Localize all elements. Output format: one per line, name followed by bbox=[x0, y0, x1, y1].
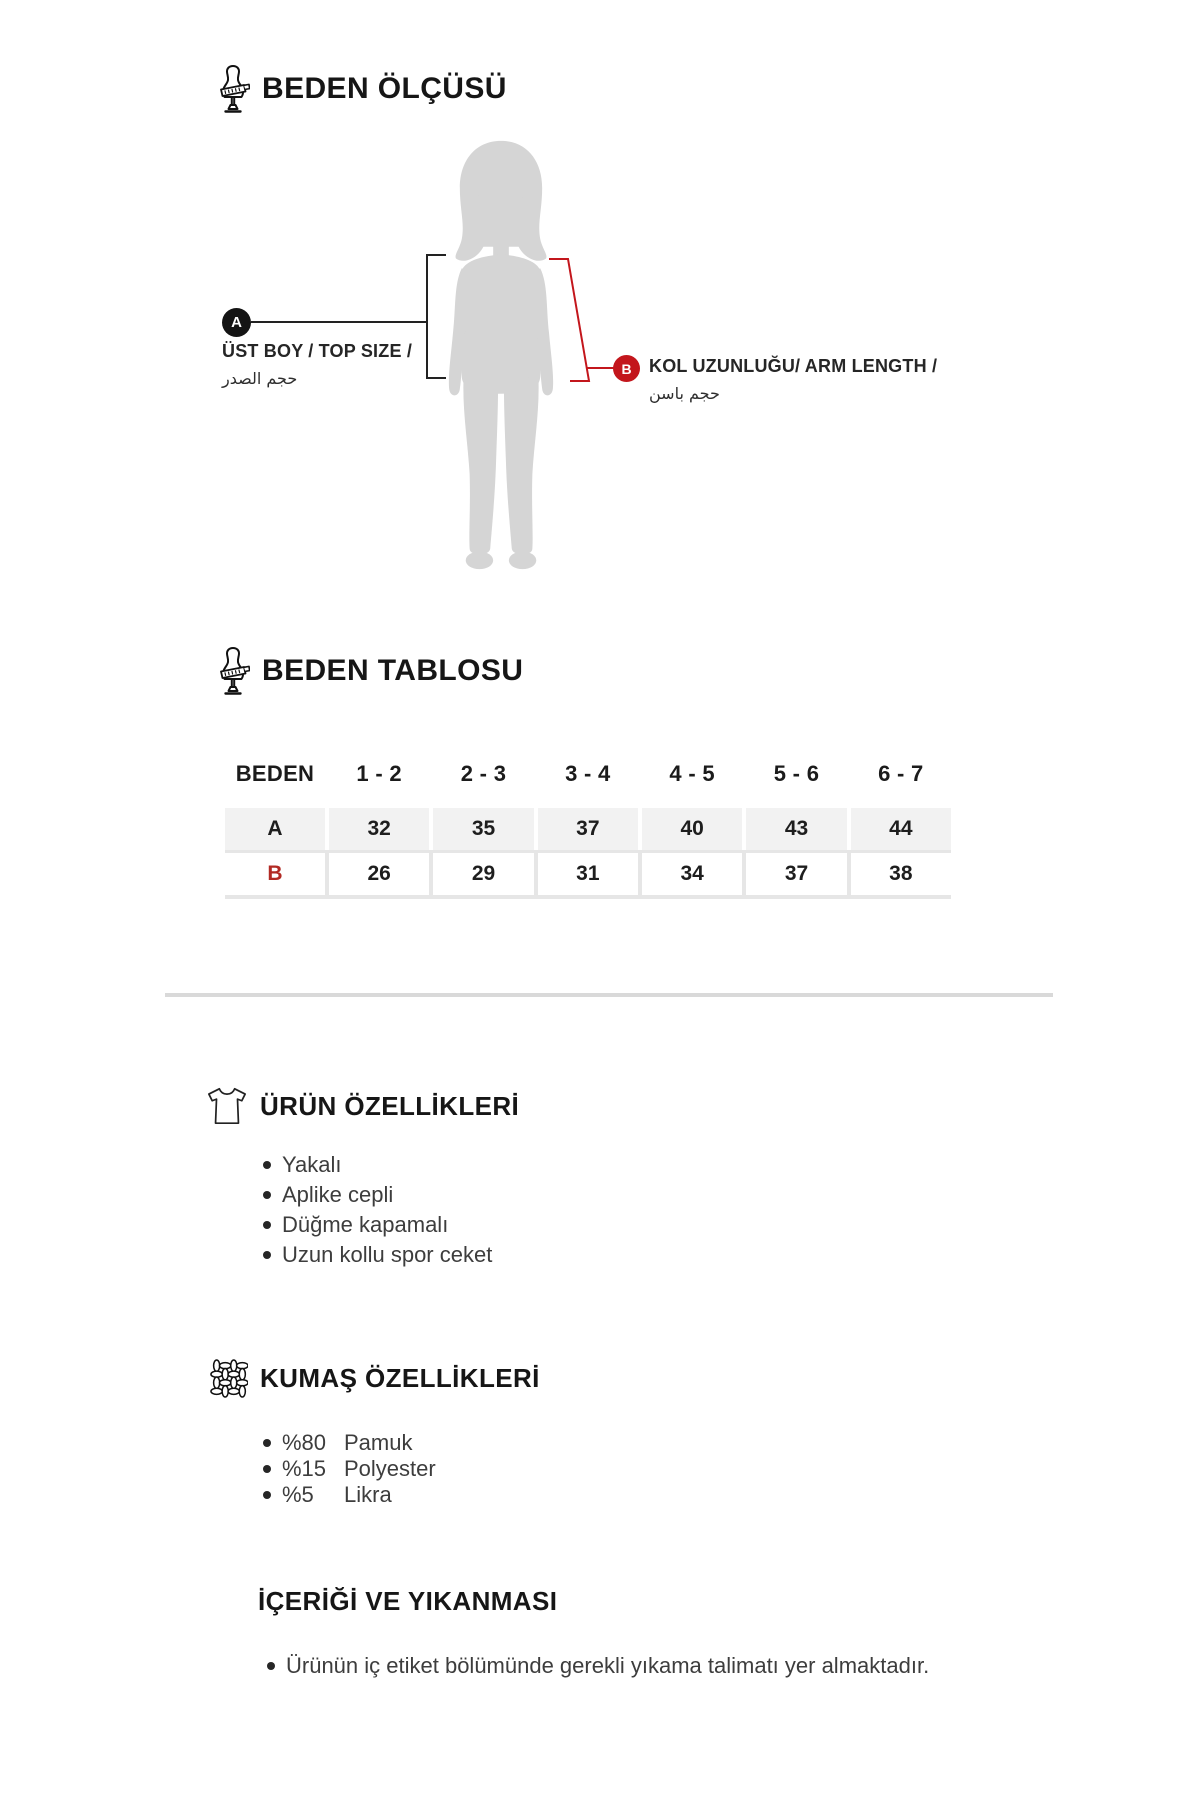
size-table-row-label: B bbox=[225, 853, 325, 895]
care-item: Ürünün iç etiket bölümünde gerekli yıkama talimatı yer almaktadır. bbox=[262, 1650, 934, 1682]
dress-form-icon bbox=[216, 645, 250, 697]
size-table-header-cell: 6 - 7 bbox=[878, 761, 924, 786]
fabric-feature-item bbox=[258, 1482, 436, 1508]
fabric-feature-item bbox=[258, 1456, 436, 1482]
care-list bbox=[262, 1650, 934, 1682]
size-table-header-cell: 2 - 3 bbox=[460, 761, 507, 786]
fabric-weave-icon bbox=[210, 1356, 248, 1400]
marker-a-label: ÜST BOY / TOP SIZE / bbox=[222, 341, 413, 361]
marker-a-badge bbox=[222, 308, 251, 337]
marker-b-label-arabic: حجم باسن bbox=[649, 384, 720, 403]
size-table-cell: 34 bbox=[642, 853, 742, 895]
size-table-row-a bbox=[225, 808, 951, 850]
section-fabric-features-header bbox=[210, 1356, 540, 1400]
size-table-header-cell: 3 - 4 bbox=[565, 761, 611, 786]
size-table-bottom-border bbox=[225, 895, 951, 899]
product-features-title: ÜRÜN ÖZELLİKLERİ bbox=[260, 1090, 520, 1121]
size-table-cell: 43 bbox=[746, 808, 846, 850]
section-size-measure-header bbox=[216, 63, 507, 115]
size-table-header-row bbox=[225, 761, 951, 787]
product-features-list bbox=[258, 1150, 492, 1270]
fabric-feature-item bbox=[258, 1430, 436, 1456]
section-size-table-header bbox=[216, 645, 523, 697]
fabric-percentage: %15 bbox=[282, 1456, 327, 1481]
size-table-title: BEDEN TABLOSU bbox=[262, 654, 524, 687]
care-title: İÇERİĞİ VE YIKANMASI bbox=[258, 1586, 558, 1616]
section-product-features-header bbox=[206, 1086, 519, 1126]
size-table-header-cell: 5 - 6 bbox=[773, 761, 820, 786]
fabric-features-title: KUMAŞ ÖZELLİKLERİ bbox=[260, 1362, 540, 1393]
marker-b-letter: B bbox=[621, 360, 632, 377]
size-table-cell: 35 bbox=[433, 808, 533, 850]
size-table-cell: 40 bbox=[642, 808, 742, 850]
marker-b-badge bbox=[613, 355, 640, 382]
size-table-cell: 44 bbox=[851, 808, 951, 850]
marker-a-letter: A bbox=[231, 314, 242, 331]
size-table-spacer bbox=[225, 787, 951, 808]
marker-b-label-block bbox=[649, 356, 937, 403]
fabric-percentage: %80 bbox=[282, 1430, 327, 1455]
product-feature-item: Aplike cepli bbox=[258, 1180, 492, 1210]
size-table-row-b bbox=[225, 853, 951, 895]
tshirt-icon bbox=[206, 1086, 248, 1126]
marker-b-label: KOL UZUNLUĞU/ ARM LENGTH / bbox=[649, 356, 938, 376]
size-table-cell: 31 bbox=[538, 853, 638, 895]
size-table-header-cell: 1 - 2 bbox=[356, 761, 402, 786]
fabric-name: Polyester bbox=[344, 1456, 436, 1481]
size-table-cell: 38 bbox=[851, 853, 951, 895]
size-measure-title: BEDEN ÖLÇÜSÜ bbox=[262, 72, 507, 105]
fabric-name: Likra bbox=[344, 1482, 392, 1507]
fabric-features-list bbox=[258, 1430, 436, 1508]
size-table-cell: 37 bbox=[746, 853, 846, 895]
size-table-header-cell: BEDEN bbox=[235, 761, 315, 786]
size-table-row-label: A bbox=[225, 808, 325, 850]
size-table bbox=[225, 761, 951, 899]
measure-lines bbox=[0, 0, 1200, 620]
size-table-cell: 37 bbox=[538, 808, 638, 850]
section-divider bbox=[165, 993, 1053, 997]
product-feature-item: Yakalı bbox=[258, 1150, 492, 1180]
product-feature-item: Uzun kollu spor ceket bbox=[258, 1240, 492, 1270]
dress-form-icon bbox=[216, 63, 250, 115]
size-table-header-cell: 4 - 5 bbox=[669, 761, 715, 786]
size-table-cell: 26 bbox=[329, 853, 429, 895]
marker-a-label-arabic: حجم الصدر bbox=[222, 369, 298, 388]
size-table-cell: 29 bbox=[433, 853, 533, 895]
fabric-name: Pamuk bbox=[344, 1430, 413, 1455]
child-silhouette bbox=[403, 138, 599, 575]
size-table-cell: 32 bbox=[329, 808, 429, 850]
marker-a-label-block bbox=[222, 341, 412, 388]
fabric-percentage: %5 bbox=[282, 1482, 314, 1507]
product-feature-item: Düğme kapamalı bbox=[258, 1210, 492, 1240]
